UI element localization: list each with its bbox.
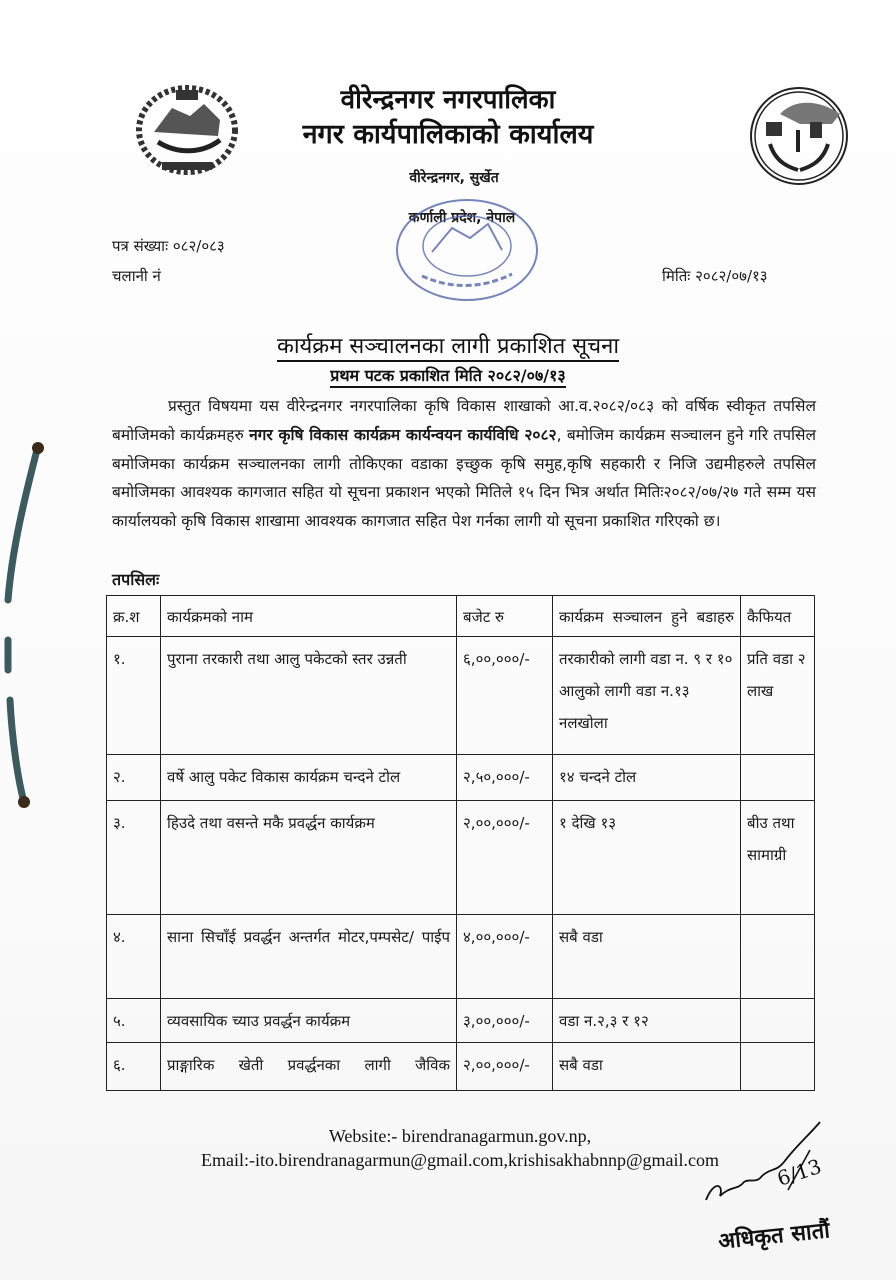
footer-website: Website:- birendranagarmun.gov.np, bbox=[328, 1126, 592, 1146]
office-name: नगर कार्यपालिकाको कार्यालय bbox=[302, 119, 594, 150]
notice-title bbox=[0, 330, 896, 360]
signatory-title: अधिकृत सातौं bbox=[717, 1218, 832, 1255]
header-serial: क्र.श bbox=[107, 596, 161, 637]
table-row bbox=[107, 915, 815, 999]
header-wards: कार्यक्रम सञ्चालन हुने बडाहरु bbox=[553, 596, 741, 637]
cell-wards: १ देखि १३ bbox=[553, 801, 741, 915]
cell-wards: सबै वडा bbox=[553, 915, 741, 999]
cell-serial: ४. bbox=[107, 915, 161, 999]
cell-budget: २,५०,०००/- bbox=[457, 755, 553, 801]
cell-serial: १. bbox=[107, 637, 161, 755]
header-budget: बजेट रु bbox=[457, 596, 553, 637]
header-program-name: कार्यक्रमको नाम bbox=[161, 596, 457, 637]
cell-budget: २,००,०००/- bbox=[457, 1043, 553, 1091]
cell-remarks: बीउ तथा सामाग्री bbox=[741, 801, 815, 915]
cell-serial: ५. bbox=[107, 999, 161, 1043]
cell-serial: ३. bbox=[107, 801, 161, 915]
cell-budget: ३,००,०००/- bbox=[457, 999, 553, 1043]
notice-body bbox=[112, 392, 816, 536]
cell-program-name: वर्षे आलु पकेट विकास कार्यक्रम चन्दने टोल bbox=[161, 755, 457, 801]
cell-program-name: हिउदे तथा वसन्ते मकै प्रवर्द्धन कार्यक्रम bbox=[161, 801, 457, 915]
letter-date: मितिः २०८२/०७/१३ bbox=[662, 267, 768, 285]
table-header-row bbox=[107, 596, 815, 637]
signature-date: 6/13 bbox=[774, 1154, 825, 1191]
dispatch-number: चलानी नं bbox=[112, 267, 161, 285]
cell-budget: २,००,०००/- bbox=[457, 801, 553, 915]
cell-program-name: व्यवसायिक च्याउ प्रवर्द्धन कार्यक्रम bbox=[161, 999, 457, 1043]
table-row bbox=[107, 1043, 815, 1091]
notice-body-part2: , बमोजिम कार्यक्रम सञ्चालन हुने गरि तपसिल बमोजिमका कार्यक्रम सञ्चालनका लागी तोकिएका वडाका इच्छुक कृषि समुह,कृषि सहकारी र निजि उद्यमीहरुले तपसिल बमोजिमका आवश्यक कागजात सहित यो सूचना प्रकाशन भएको मितिले १५ दिन भित्र अर्थात मितिः२०८२/०७/२७ गते सम्म यस कार्यालयको कृषि विकास शाखामा आवश्यक कागजात सहित पेश गर्नका लागी यो सूचना प्रकाशित गरिएको छ। bbox=[112, 425, 816, 531]
cell-program-name: प्राङ्गारिक खेती प्रवर्द्धनका लागी जैविक bbox=[161, 1043, 457, 1091]
cell-wards: वडा न.२,३ र १२ bbox=[553, 999, 741, 1043]
table-row bbox=[107, 755, 815, 801]
table-row bbox=[107, 637, 815, 755]
cell-remarks bbox=[741, 999, 815, 1043]
binding-thread bbox=[4, 440, 44, 810]
schedule-label: तपसिलः bbox=[112, 570, 160, 589]
cell-budget: ६,००,०००/- bbox=[457, 637, 553, 755]
signature-scrawl-icon bbox=[700, 1120, 860, 1220]
notice-subtitle-text: प्रथम पटक प्रकाशित मिति २०८२/०७/१३ bbox=[330, 366, 566, 388]
office-stamp-icon bbox=[392, 196, 542, 304]
cell-program-name: पुराना तरकारी तथा आलु पकेटको स्तर उन्नती bbox=[161, 637, 457, 755]
cell-remarks bbox=[741, 755, 815, 801]
letter-reference-number: पत्र संख्याः ०८२/०८३ bbox=[112, 237, 225, 255]
table-row bbox=[107, 999, 815, 1043]
program-schedule-table bbox=[106, 595, 815, 1091]
notice-subtitle bbox=[0, 364, 896, 386]
address-province: कर्णाली प्रदेश, नेपाल bbox=[408, 210, 516, 226]
cell-remarks bbox=[741, 915, 815, 999]
footer-email: Email:-ito.birendranagarmun@gmail.com,krishisakhabnnp@gmail.com bbox=[200, 1150, 720, 1170]
notice-title-text: कार्यक्रम सञ्चालनका लागी प्रकाशित सूचना bbox=[277, 334, 619, 362]
cell-budget: ४,००,०००/- bbox=[457, 915, 553, 999]
cell-serial: ६. bbox=[107, 1043, 161, 1091]
cell-program-name: साना सिचाँई प्रवर्द्धन अन्तर्गत मोटर,पम्पसेट/ पाईप bbox=[161, 915, 457, 999]
table-row bbox=[107, 801, 815, 915]
municipality-name: वीरेन्द्रनगर नगरपालिका bbox=[340, 85, 556, 115]
cell-wards: १४ चन्दने टोल bbox=[553, 755, 741, 801]
cell-wards: तरकारीको लागी वडा न. ९ र १० आलुको लागी वडा न.१३ नलखोला bbox=[553, 637, 741, 755]
notice-body-procedure-name: नगर कृषि विकास कार्यक्रम कार्यन्वयन कार्यविधि २०८२ bbox=[249, 425, 557, 444]
address-city: वीरेन्द्रनगर, सुर्खेत bbox=[409, 170, 499, 186]
notice-body-part1: प्रस्तुत विषयमा यस वीरेन्द्रनगर नगरपालिका कृषि विकास शाखाको आ.व.२०८२/०८३ को वर्षिक स्वीकृत तपसिल बमोजिमको कार्यक्रमहरु bbox=[112, 397, 816, 444]
cell-wards: सबै वडा bbox=[553, 1043, 741, 1091]
cell-remarks bbox=[741, 1043, 815, 1091]
cell-remarks: प्रति वडा २ लाख bbox=[741, 637, 815, 755]
cell-serial: २. bbox=[107, 755, 161, 801]
header-remarks: कैफियत bbox=[741, 596, 815, 637]
